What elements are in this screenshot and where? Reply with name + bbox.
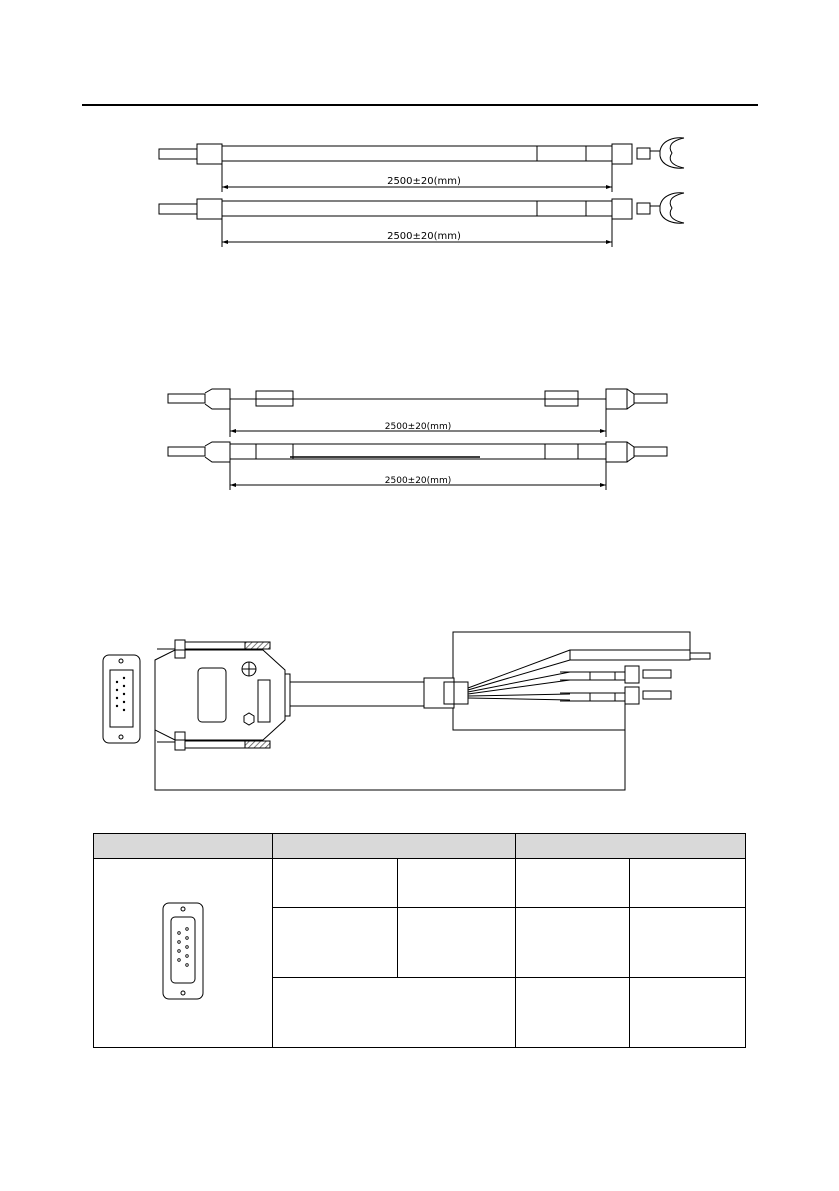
dimension-label: 2500±20(mm) <box>387 176 461 187</box>
dimension-label: 2500±20(mm) <box>387 231 461 242</box>
connector-image-cell <box>94 859 273 1048</box>
table-cell <box>630 978 746 1048</box>
cable-spec-table <box>93 833 746 1048</box>
table-cell <box>273 978 516 1048</box>
table-header-cell <box>94 834 273 859</box>
table-header-row <box>94 834 746 859</box>
table-cell <box>516 908 630 978</box>
dimension-label: 2500±20(mm) <box>384 476 452 486</box>
table-row <box>94 859 746 908</box>
table-cell <box>273 908 398 978</box>
table-cell <box>516 859 630 908</box>
table-cell <box>516 978 630 1048</box>
table-cell <box>273 859 398 908</box>
table-cell <box>630 908 746 978</box>
table-cell <box>398 908 516 978</box>
dsub-connector-icon <box>157 901 209 1001</box>
table-cell <box>630 859 746 908</box>
table-cell <box>398 859 516 908</box>
dimension-label: 2500±20(mm) <box>384 422 452 432</box>
table-header-cell <box>273 834 516 859</box>
table-header-cell <box>516 834 746 859</box>
